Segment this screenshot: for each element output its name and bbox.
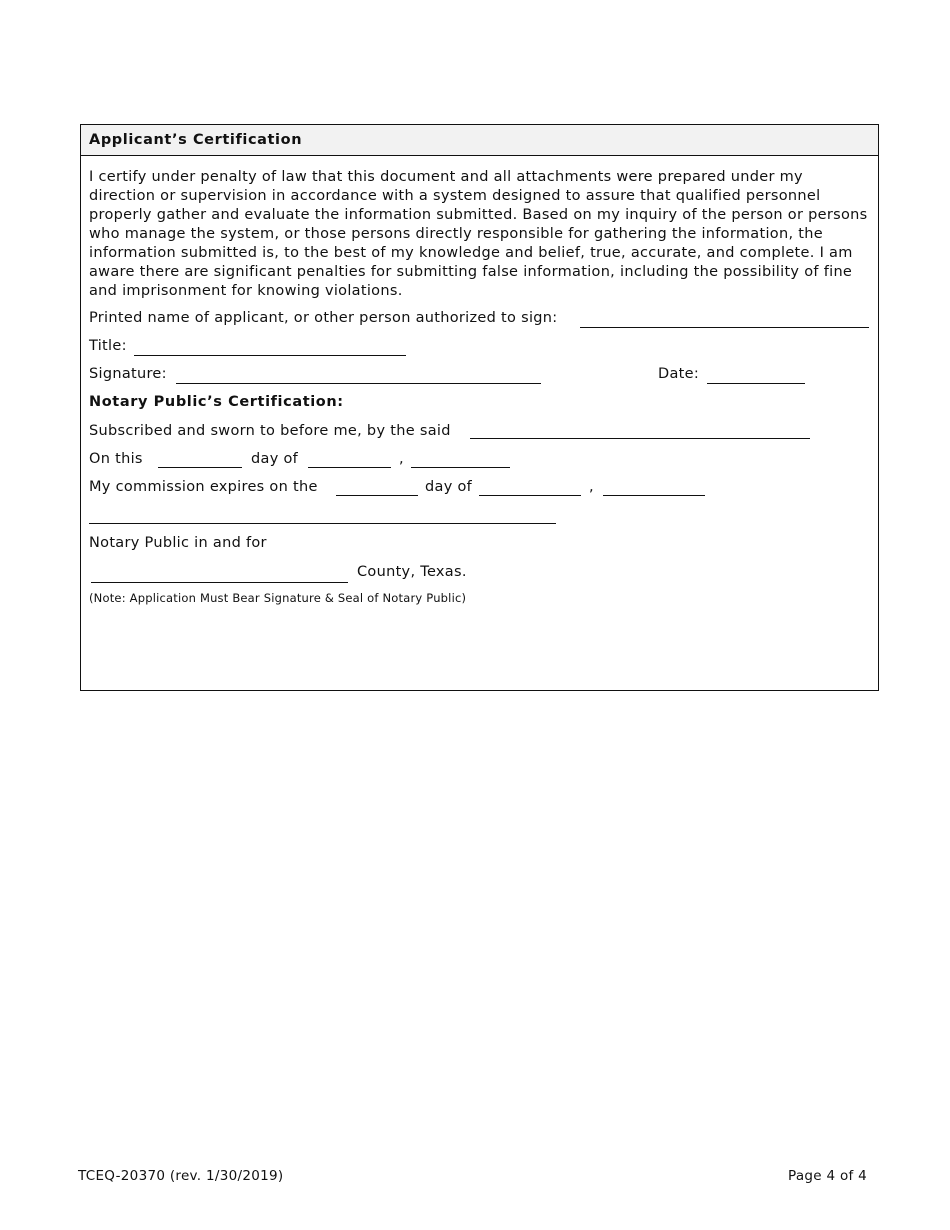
printed-name-label: Printed name of applicant, or other person authorized to sign: [89, 310, 558, 326]
county-texas-label: County, Texas. [357, 564, 467, 580]
on-this-label: On this [89, 451, 143, 467]
on-this-day-field[interactable] [158, 467, 242, 468]
notary-in-for-label: Notary Public in and for [89, 535, 267, 551]
title-label: Title: [89, 338, 127, 354]
title-field[interactable] [134, 355, 406, 356]
notary-seal-note: (Note: Application Must Bear Signature & Seal of Notary Public) [89, 591, 467, 605]
day-of-month-field[interactable] [308, 467, 391, 468]
commission-day-field[interactable] [336, 495, 418, 496]
section-title: Applicant’s Certification [89, 132, 303, 148]
commission-day-of-label: day of [425, 479, 473, 495]
commission-month-field[interactable] [479, 495, 581, 496]
notary-signature-field[interactable] [89, 523, 556, 524]
comma-separator: , [399, 451, 404, 467]
subscribed-name-field[interactable] [470, 438, 810, 439]
signature-field[interactable] [176, 383, 541, 384]
form-identifier: TCEQ-20370 (rev. 1/30/2019) [78, 1168, 284, 1184]
commission-comma-separator: , [589, 479, 594, 495]
section-header [81, 125, 878, 156]
commission-expires-label: My commission expires on the [89, 479, 318, 495]
subscribed-label: Subscribed and sworn to before me, by the said [89, 423, 451, 439]
day-of-label: day of [251, 451, 299, 467]
on-this-year-field[interactable] [411, 467, 510, 468]
signature-label: Signature: [89, 366, 167, 382]
commission-year-field[interactable] [603, 495, 705, 496]
date-label: Date: [658, 366, 700, 382]
applicant-certification-section [80, 124, 879, 691]
date-field[interactable] [707, 383, 805, 384]
printed-name-field[interactable] [580, 327, 869, 328]
certification-statement: I certify under penalty of law that this document and all attachments were prepared under my direction or supervision in accordance with a system designed to assure that qualified personnel properly gather and evaluate the information submitted. Based on my inquiry of the person or persons who manage the system, or those persons directly responsible for gathering the information, the information submitted is, to the best of my knowledge and belief, true, accurate, and complete. I am aware there are significant penalties for submitting false information, including the possibility of fine and imprisonment for knowing violations. [89, 169, 868, 299]
page-number: Page 4 of 4 [788, 1168, 868, 1184]
county-field[interactable] [91, 582, 348, 583]
notary-heading: Notary Public’s Certification: [89, 394, 344, 410]
